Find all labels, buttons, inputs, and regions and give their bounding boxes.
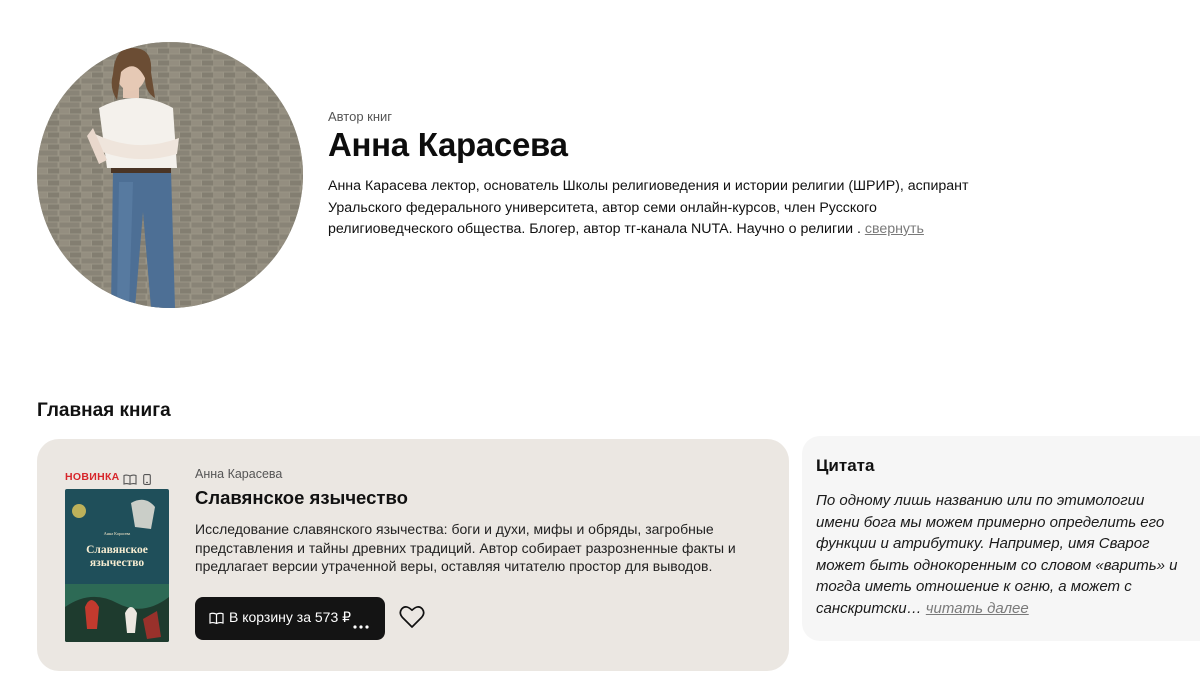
main-book-heading: Главная книга	[37, 400, 171, 421]
cover-title-line2: язычество	[89, 557, 145, 569]
book-icon	[209, 611, 224, 629]
heart-icon[interactable]	[399, 605, 425, 634]
quote-body: По одному лишь названию или по этимологии имени бога мы можем примерно определить его функции и атрибутику. Например, имя Сварог может быть однокоренным со словом «варить» и тогда иметь отношение к огню, а может с санскритски…	[816, 492, 1178, 617]
read-more-link[interactable]: читать далее	[925, 599, 1029, 617]
author-bio	[328, 176, 996, 241]
cover-title-line1: Славянское	[86, 544, 148, 556]
book-description: Исследование славянского язычества: боги и духи, мифы и обряды, загробные представления и тайны древних традиций. Автор собирает разрозненные факты и предлагает версии утраченной веры, оставляя читателю простор для выводов.	[195, 521, 736, 574]
book-cover[interactable]	[65, 489, 169, 642]
ellipsis-icon[interactable]	[353, 616, 369, 634]
add-to-cart-button[interactable]	[195, 597, 385, 640]
author-photo	[37, 42, 303, 308]
author-name: Анна Карасева	[328, 126, 568, 163]
author-kicker: Автор книг	[328, 109, 393, 124]
phone-icon	[143, 472, 151, 490]
quote-text	[816, 490, 1188, 620]
quote-heading: Цитата	[816, 456, 875, 475]
cover-author: Анна Карасева	[103, 531, 131, 536]
new-badge: НОВИНКА	[65, 471, 120, 483]
author-bio-text: Анна Карасева лектор, основатель Школы религиоведения и истории религии (ШРИР), аспирант Уральского федерального университета, автор семи онлайн-курсов, член Русского религиоведческого общества. Блогер, автор тг-канала NUTA. Научно о религии .	[328, 178, 969, 237]
quote-card	[802, 436, 1200, 641]
collapse-link[interactable]: свернуть	[864, 221, 924, 237]
add-to-cart-label: В корзину за 573 ₽	[229, 609, 352, 625]
book-author[interactable]: Анна Карасева	[195, 467, 283, 481]
main-book-card	[37, 439, 789, 671]
book-title[interactable]: Славянское язычество	[195, 487, 408, 508]
book-icon	[123, 472, 137, 490]
